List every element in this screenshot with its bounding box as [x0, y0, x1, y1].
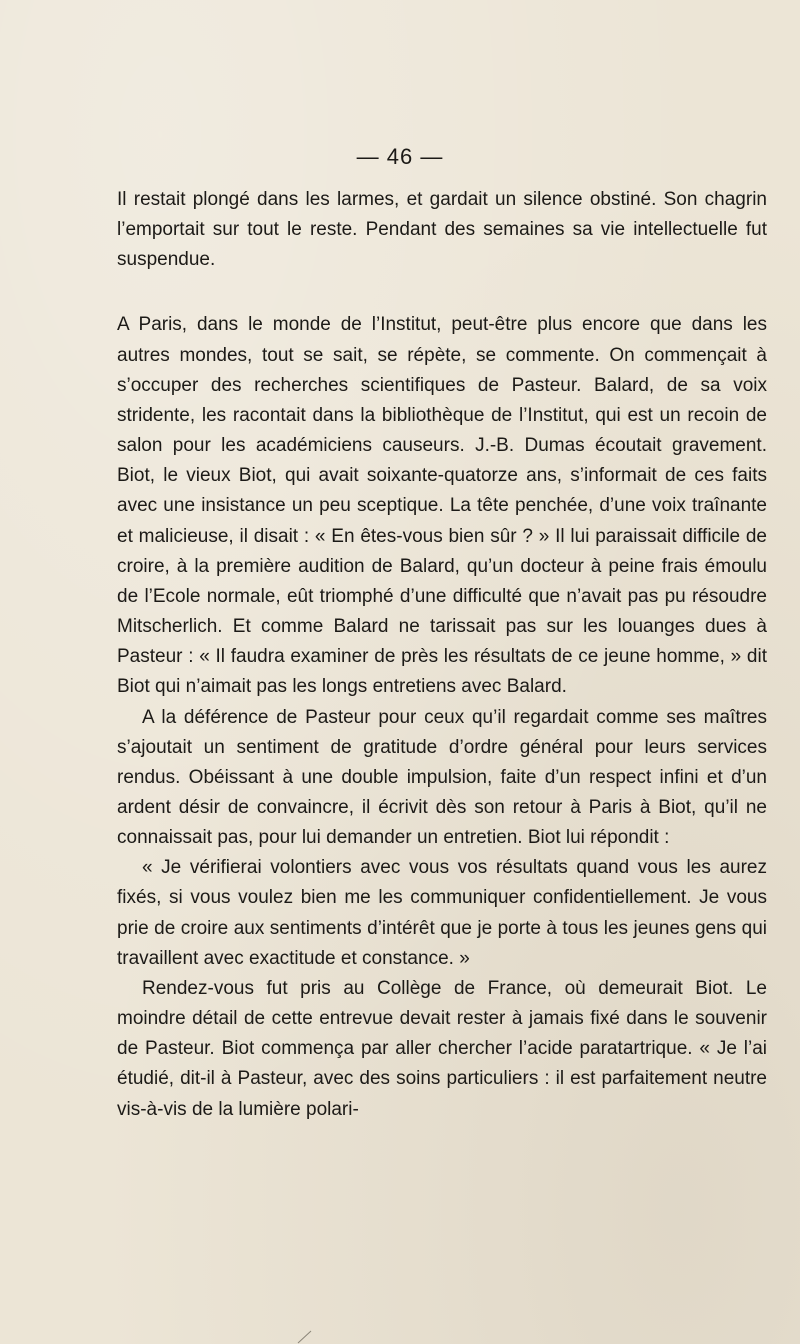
paragraph-1: Il restait plongé dans les larmes, et gardait un silence obstiné. Son chagrin l’emportait sur tout le reste. Pendant des semaines sa vie intellectuelle fut suspendue. [117, 189, 767, 271]
body-text [117, 185, 767, 1125]
paragraph-4: « Je vérifierai volontiers avec vous vos résultats quand vous les aurez fixés, si vous voulez bien me les communiquer confidentiellement. Je vous prie de croire aux sentiments d’intérêt que je porte à tous les jeunes gens qui travaillent avec exactitude et constance. » [117, 857, 767, 969]
paragraph-5: Rendez-vous fut pris au Collège de France, où demeurait Biot. Le moindre détail de cette entrevue devait rester à jamais fixé dans le souvenir de Pasteur. Biot commença par aller chercher l’acide paratartrique. « Je l’ai étudié, dit-il à Pasteur, avec des soins particuliers : il est parfaitement neutre vis-à-vis de la lumière polari- [117, 977, 767, 1120]
paragraph-2: A Paris, dans le monde de l’Institut, peut-être plus encore que dans les autres mondes, tout se sait, se répète, se commente. On commençait à s’occuper des recherches scientifiques de Pasteur. Balard, de sa voix stridente, les racontait dans la bibliothèque de l’Institut, qui est un recoin de salon pour les académiciens causeurs. J.-B. Dumas écoutait gravement. Biot, le vieux Biot, qui avait soixante-quatorze ans, s’informait de ces faits avec une insistance un peu sceptique. La tête penchée, d’une voix traînante et malicieuse, il disait : « En êtes-vous bien sûr ? » Il lui paraissait difficile de croire, à la première audition de Balard, qu’un docteur à peine frais émoulu de l’Ecole normale, eût triomphé d’une difficulté que n’avait pas pu résoudre Mitscherlich. Et comme Balard ne tarissait pas sur les louanges dues à Pasteur : « Il faudra examiner de près les résultats de ce jeune homme, » dit Biot qui n’aimait pas les longs entretiens avec Balard. [117, 314, 767, 698]
pencil-stroke-mark [296, 1330, 314, 1344]
page-number: — 46 — [356, 144, 444, 169]
paragraph-3: A la déférence de Pasteur pour ceux qu’il regardait comme ses maîtres s’ajoutait un sentiment de gratitude d’ordre général pour leurs services rendus. Obéissant à une double impulsion, faite d’un respect infini et d’un ardent désir de convaincre, il écrivit dès son retour à Paris à Biot, qu’il ne connaissait pas, pour lui demander un entretien. Biot lui répondit : [117, 706, 767, 849]
